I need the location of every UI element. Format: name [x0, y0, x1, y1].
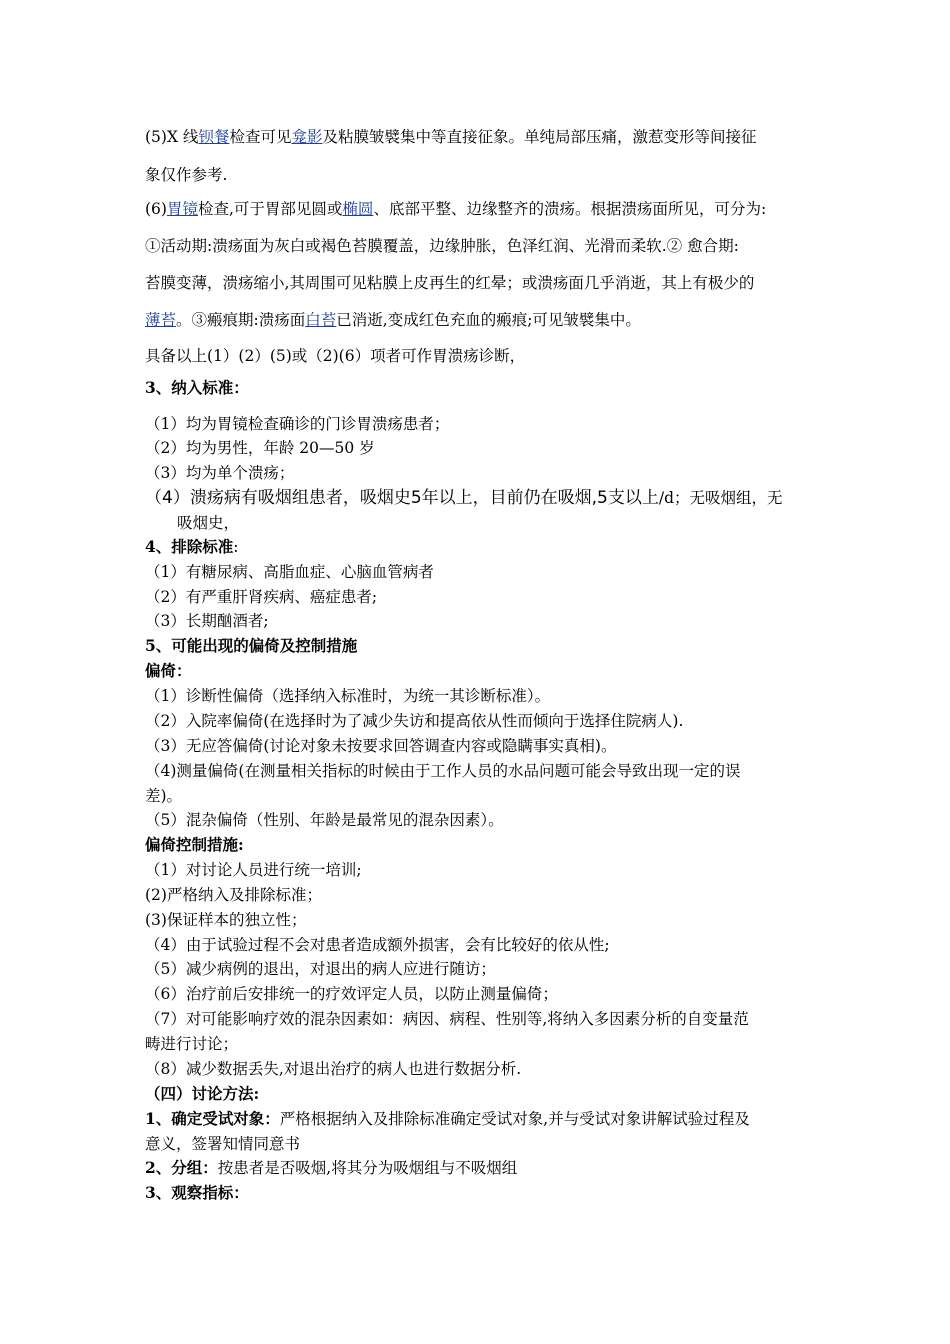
xray-paragraph-line-2: 象仅作参考. — [145, 166, 228, 184]
link-niche-shadow[interactable]: 龛影 — [291, 128, 323, 146]
inclusion-item-4-continued: 吸烟史， — [177, 514, 240, 532]
text: (6) — [145, 200, 167, 218]
gastroscope-paragraph-line-4 — [145, 310, 641, 330]
method-step-1-text: 严格根据纳入及排除标准确定受试对象,并与受试对象讲解试验过程及 — [279, 1110, 750, 1128]
text: 及粘膜皱襞集中等直接征象。单纯局部压痛，激惹变形等间接征 — [322, 128, 757, 146]
link-gastroscope[interactable]: 胃镜 — [166, 200, 198, 218]
gastroscope-paragraph-line-1 — [145, 199, 766, 219]
inclusion-item-4 — [145, 488, 783, 508]
method-step-1-label: 1、确定受试对象： — [145, 1109, 280, 1128]
exclusion-item-2: （2）有严重肝肾疾病、癌症患者; — [145, 588, 378, 606]
bias-item-5: （5）混杂偏倚（性别、年龄是最常见的混杂因素）。 — [145, 811, 504, 829]
bias-item-4-continued: 差)。 — [145, 787, 183, 805]
exclusion-item-1: （1）有糖尿病、高脂血症、心脑血管病者 — [145, 563, 434, 581]
method-step-2-text: 按患者是否吸烟,将其分为吸烟组与不吸烟组 — [217, 1159, 518, 1177]
bias-item-3: （3）无应答偏倚(讨论对象未按要求回答调查内容或隐瞒事实真相)。 — [145, 737, 617, 755]
text: 、底部平整、边缘整齐的溃疡。根据溃疡面所见，可分为: — [373, 200, 767, 218]
inclusion-item-4-bold: （4）溃疡病有吸烟组患者，吸烟史5年以上，目前仍在吸烟,5支以上 — [145, 488, 659, 508]
text: 。③瘢痕期:溃疡面 — [176, 311, 306, 329]
diagnosis-summary: 具备以上(1）(2）(5)或（2)(6）项者可作胃溃疡诊断， — [145, 347, 526, 365]
link-thin-coating[interactable]: 薄苔 — [145, 311, 177, 329]
inclusion-item-3: （3）均为单个溃疡； — [145, 464, 295, 482]
xray-paragraph-line-1 — [145, 127, 756, 147]
bias-subheading: 偏倚： — [145, 661, 192, 680]
inclusion-item-4-rest: /d；无吸烟组，无 — [658, 489, 783, 507]
link-barium-meal[interactable]: 钡餐 — [198, 128, 230, 146]
control-heading: 偏倚控制措施: — [145, 835, 244, 854]
bias-item-4: （4)测量偏倚(在测量相关指标的时候由于工作人员的水品问题可能会导致出现一定的误 — [145, 762, 741, 780]
exclusion-heading-text: 4、排除标准 — [145, 537, 234, 556]
text: 已消逝,变成红色充血的瘢痕;可见皱襞集中。 — [336, 311, 641, 329]
inclusion-item-2: （2）均为男性，年龄 20—50 岁 — [145, 439, 375, 457]
control-item-7: （7）对可能影响疗效的混杂因素如：病因、病程、性别等,将纳入多因素分析的自变量范 — [145, 1010, 749, 1028]
text: 检查,可于胃部见圆或 — [197, 200, 343, 218]
exclusion-heading-colon: : — [233, 538, 239, 556]
link-ellipse[interactable]: 椭圆 — [342, 200, 374, 218]
control-item-2: (2)严格纳入及排除标准； — [145, 886, 322, 904]
link-white-coating[interactable]: 白苔 — [305, 311, 337, 329]
method-step-1 — [145, 1109, 750, 1129]
method-heading: （四）讨论方法: — [145, 1084, 260, 1103]
inclusion-heading: 3、纳入标准： — [145, 378, 249, 397]
exclusion-item-3: （3）长期酗酒者; — [145, 612, 269, 630]
exclusion-heading — [145, 537, 239, 557]
bias-item-1: （1）诊断性偏倚（选择纳入标准时，为统一其诊断标准）。 — [145, 687, 551, 705]
gastroscope-paragraph-line-2: ①活动期:溃疡面为灰白或褐色苔膜覆盖，边缘肿胀，色泽红润、光滑而柔软.② 愈合期: — [145, 237, 739, 255]
control-item-4: （4）由于试验过程不会对患者造成额外损害，会有比较好的依从性; — [145, 936, 610, 954]
gastroscope-paragraph-line-3: 苔膜变薄，溃疡缩小,其周围可见粘膜上皮再生的红晕；或溃疡面几乎消逝，其上有极少的 — [145, 274, 755, 292]
control-item-1: （1）对讨论人员进行统一培训; — [145, 861, 362, 879]
method-step-2-label: 2、分组： — [145, 1158, 218, 1177]
inclusion-item-1: （1）均为胃镜检查确诊的门诊胃溃疡患者； — [145, 415, 450, 433]
method-step-3: 3、观察指标： — [145, 1183, 249, 1202]
control-item-3: (3)保证样本的独立性； — [145, 911, 307, 929]
text: (5)X 线 — [145, 128, 199, 146]
bias-heading: 5、可能出现的偏倚及控制措施 — [145, 636, 358, 655]
method-step-1-continued: 意义，签署知情同意书 — [145, 1135, 301, 1153]
control-item-6: （6）治疗前后安排统一的疗效评定人员，以防止测量偏倚； — [145, 985, 558, 1003]
control-item-8: （8）减少数据丢失,对退出治疗的病人也进行数据分析. — [145, 1060, 522, 1078]
method-step-2 — [145, 1158, 517, 1178]
bias-item-2: （2）入院率偏倚(在选择时为了减少失访和提高依从性而倾向于选择住院病人). — [145, 712, 684, 730]
control-item-7-continued: 畴进行讨论； — [145, 1035, 239, 1053]
text: 检查可见 — [229, 128, 292, 146]
control-item-5: （5）减少病例的退出，对退出的病人应进行随访； — [145, 960, 496, 978]
